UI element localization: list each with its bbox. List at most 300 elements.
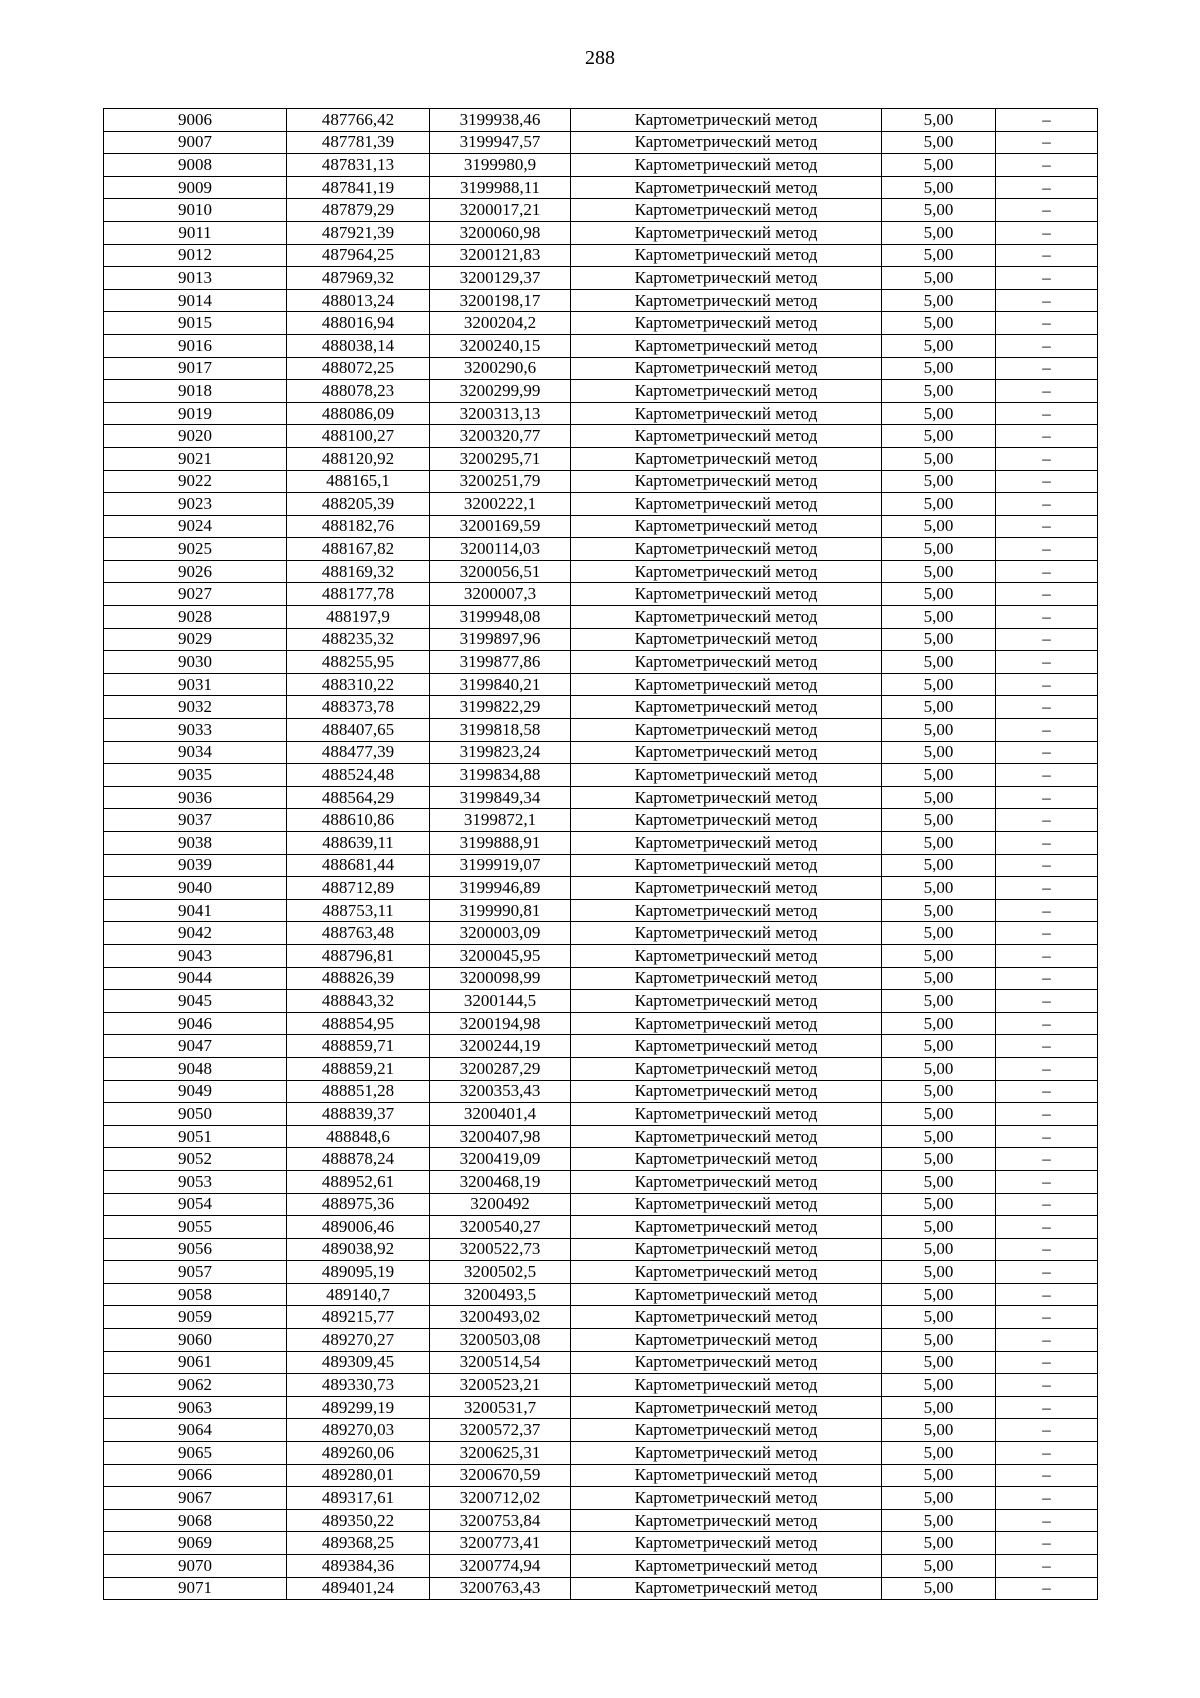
note-cell: – <box>996 131 1098 154</box>
table-row <box>104 606 1098 629</box>
accuracy-cell: 5,00 <box>882 493 996 516</box>
method-cell: Картометрический метод <box>571 1329 882 1352</box>
table-row <box>104 131 1098 154</box>
method-cell: Картометрический метод <box>571 1035 882 1058</box>
note-cell: – <box>996 1329 1098 1352</box>
table-row <box>104 267 1098 290</box>
note-cell: – <box>996 1487 1098 1510</box>
table-row <box>104 402 1098 425</box>
note-cell: – <box>996 1148 1098 1171</box>
x-coordinate-cell: 489317,61 <box>287 1487 430 1510</box>
accuracy-cell: 5,00 <box>882 1532 996 1555</box>
point-number-cell: 9010 <box>104 199 287 222</box>
point-number-cell: 9016 <box>104 334 287 357</box>
x-coordinate-cell: 487921,39 <box>287 221 430 244</box>
x-coordinate-cell: 488182,76 <box>287 515 430 538</box>
note-cell: – <box>996 741 1098 764</box>
x-coordinate-cell: 489270,03 <box>287 1419 430 1442</box>
table-row <box>104 334 1098 357</box>
accuracy-cell: 5,00 <box>882 1487 996 1510</box>
table-row <box>104 199 1098 222</box>
method-cell: Картометрический метод <box>571 1351 882 1374</box>
note-cell: – <box>996 560 1098 583</box>
table-row <box>104 1012 1098 1035</box>
y-coordinate-cell: 3200244,19 <box>430 1035 571 1058</box>
table-row <box>104 1442 1098 1465</box>
method-cell: Картометрический метод <box>571 380 882 403</box>
table-row <box>104 899 1098 922</box>
method-cell: Картометрический метод <box>571 1057 882 1080</box>
table-row <box>104 922 1098 945</box>
point-number-cell: 9034 <box>104 741 287 764</box>
method-cell: Картометрический метод <box>571 673 882 696</box>
x-coordinate-cell: 489309,45 <box>287 1351 430 1374</box>
table-row <box>104 154 1098 177</box>
note-cell: – <box>996 764 1098 787</box>
y-coordinate-cell: 3199840,21 <box>430 673 571 696</box>
page-number: 288 <box>585 47 615 69</box>
table-row <box>104 1057 1098 1080</box>
method-cell: Картометрический метод <box>571 515 882 538</box>
table-row <box>104 289 1098 312</box>
accuracy-cell: 5,00 <box>882 1442 996 1465</box>
note-cell: – <box>996 402 1098 425</box>
accuracy-cell: 5,00 <box>882 899 996 922</box>
note-cell: – <box>996 538 1098 561</box>
x-coordinate-cell: 488205,39 <box>287 493 430 516</box>
table-row <box>104 221 1098 244</box>
y-coordinate-cell: 3200468,19 <box>430 1170 571 1193</box>
table-row <box>104 425 1098 448</box>
accuracy-cell: 5,00 <box>882 402 996 425</box>
method-cell: Картометрический метод <box>571 628 882 651</box>
x-coordinate-cell: 488975,36 <box>287 1193 430 1216</box>
method-cell: Картометрический метод <box>571 1261 882 1284</box>
table-row <box>104 944 1098 967</box>
point-number-cell: 9017 <box>104 357 287 380</box>
note-cell: – <box>996 583 1098 606</box>
y-coordinate-cell: 3200290,6 <box>430 357 571 380</box>
method-cell: Картометрический метод <box>571 176 882 199</box>
table-row <box>104 1148 1098 1171</box>
x-coordinate-cell: 487766,42 <box>287 109 430 132</box>
table-row <box>104 741 1098 764</box>
x-coordinate-cell: 488610,86 <box>287 809 430 832</box>
accuracy-cell: 5,00 <box>882 154 996 177</box>
point-number-cell: 9054 <box>104 1193 287 1216</box>
method-cell: Картометрический метод <box>571 1396 882 1419</box>
note-cell: – <box>996 832 1098 855</box>
y-coordinate-cell: 3200204,2 <box>430 312 571 335</box>
point-number-cell: 9070 <box>104 1555 287 1578</box>
x-coordinate-cell: 489270,27 <box>287 1329 430 1352</box>
accuracy-cell: 5,00 <box>882 583 996 606</box>
method-cell: Картометрический метод <box>571 877 882 900</box>
x-coordinate-cell: 488848,6 <box>287 1125 430 1148</box>
note-cell: – <box>996 1577 1098 1600</box>
method-cell: Картометрический метод <box>571 1419 882 1442</box>
y-coordinate-cell: 3200419,09 <box>430 1148 571 1171</box>
table-row <box>104 719 1098 742</box>
x-coordinate-cell: 488373,78 <box>287 696 430 719</box>
method-cell: Картометрический метод <box>571 244 882 267</box>
accuracy-cell: 5,00 <box>882 334 996 357</box>
point-number-cell: 9065 <box>104 1442 287 1465</box>
table-row <box>104 877 1098 900</box>
y-coordinate-cell: 3200753,84 <box>430 1509 571 1532</box>
method-cell: Картометрический метод <box>571 357 882 380</box>
point-number-cell: 9044 <box>104 967 287 990</box>
x-coordinate-cell: 489384,36 <box>287 1555 430 1578</box>
table-row <box>104 1283 1098 1306</box>
note-cell: – <box>996 809 1098 832</box>
accuracy-cell: 5,00 <box>882 1351 996 1374</box>
table-row <box>104 1487 1098 1510</box>
y-coordinate-cell: 3200492 <box>430 1193 571 1216</box>
point-number-cell: 9031 <box>104 673 287 696</box>
y-coordinate-cell: 3199988,11 <box>430 176 571 199</box>
point-number-cell: 9035 <box>104 764 287 787</box>
method-cell: Картометрический метод <box>571 402 882 425</box>
method-cell: Картометрический метод <box>571 538 882 561</box>
point-number-cell: 9060 <box>104 1329 287 1352</box>
note-cell: – <box>996 1419 1098 1442</box>
accuracy-cell: 5,00 <box>882 719 996 742</box>
note-cell: – <box>996 628 1098 651</box>
accuracy-cell: 5,00 <box>882 764 996 787</box>
x-coordinate-cell: 487841,19 <box>287 176 430 199</box>
accuracy-cell: 5,00 <box>882 560 996 583</box>
point-number-cell: 9068 <box>104 1509 287 1532</box>
x-coordinate-cell: 488796,81 <box>287 944 430 967</box>
point-number-cell: 9036 <box>104 786 287 809</box>
accuracy-cell: 5,00 <box>882 244 996 267</box>
method-cell: Картометрический метод <box>571 1012 882 1035</box>
point-number-cell: 9027 <box>104 583 287 606</box>
x-coordinate-cell: 487964,25 <box>287 244 430 267</box>
y-coordinate-cell: 3200240,15 <box>430 334 571 357</box>
x-coordinate-cell: 488072,25 <box>287 357 430 380</box>
note-cell: – <box>996 1035 1098 1058</box>
point-number-cell: 9046 <box>104 1012 287 1035</box>
table-row <box>104 1419 1098 1442</box>
x-coordinate-cell: 488851,28 <box>287 1080 430 1103</box>
table-row <box>104 560 1098 583</box>
note-cell: – <box>996 696 1098 719</box>
method-cell: Картометрический метод <box>571 1532 882 1555</box>
method-cell: Картометрический метод <box>571 289 882 312</box>
table-row <box>104 1396 1098 1419</box>
note-cell: – <box>996 1170 1098 1193</box>
x-coordinate-cell: 488681,44 <box>287 854 430 877</box>
point-number-cell: 9023 <box>104 493 287 516</box>
point-number-cell: 9045 <box>104 990 287 1013</box>
table-row <box>104 1374 1098 1397</box>
note-cell: – <box>996 244 1098 267</box>
table-row <box>104 1125 1098 1148</box>
method-cell: Картометрический метод <box>571 493 882 516</box>
y-coordinate-cell: 3200299,99 <box>430 380 571 403</box>
table-row <box>104 583 1098 606</box>
note-cell: – <box>996 922 1098 945</box>
point-number-cell: 9043 <box>104 944 287 967</box>
accuracy-cell: 5,00 <box>882 109 996 132</box>
y-coordinate-cell: 3200056,51 <box>430 560 571 583</box>
y-coordinate-cell: 3199888,91 <box>430 832 571 855</box>
point-number-cell: 9037 <box>104 809 287 832</box>
accuracy-cell: 5,00 <box>882 628 996 651</box>
x-coordinate-cell: 487969,32 <box>287 267 430 290</box>
accuracy-cell: 5,00 <box>882 1329 996 1352</box>
accuracy-cell: 5,00 <box>882 1261 996 1284</box>
x-coordinate-cell: 489330,73 <box>287 1374 430 1397</box>
x-coordinate-cell: 489401,24 <box>287 1577 430 1600</box>
point-number-cell: 9024 <box>104 515 287 538</box>
y-coordinate-cell: 3200295,71 <box>430 447 571 470</box>
method-cell: Картометрический метод <box>571 1283 882 1306</box>
y-coordinate-cell: 3200098,99 <box>430 967 571 990</box>
note-cell: – <box>996 470 1098 493</box>
point-number-cell: 9018 <box>104 380 287 403</box>
y-coordinate-cell: 3199823,24 <box>430 741 571 764</box>
accuracy-cell: 5,00 <box>882 425 996 448</box>
note-cell: – <box>996 1103 1098 1126</box>
table-row <box>104 312 1098 335</box>
accuracy-cell: 5,00 <box>882 1103 996 1126</box>
y-coordinate-cell: 3199938,46 <box>430 109 571 132</box>
x-coordinate-cell: 488477,39 <box>287 741 430 764</box>
method-cell: Картометрический метод <box>571 425 882 448</box>
y-coordinate-cell: 3200531,7 <box>430 1396 571 1419</box>
y-coordinate-cell: 3199822,29 <box>430 696 571 719</box>
table-row <box>104 1103 1098 1126</box>
method-cell: Картометрический метод <box>571 334 882 357</box>
table-row <box>104 1216 1098 1239</box>
accuracy-cell: 5,00 <box>882 1216 996 1239</box>
point-number-cell: 9057 <box>104 1261 287 1284</box>
note-cell: – <box>996 786 1098 809</box>
point-number-cell: 9061 <box>104 1351 287 1374</box>
x-coordinate-cell: 487879,29 <box>287 199 430 222</box>
y-coordinate-cell: 3200144,5 <box>430 990 571 1013</box>
method-cell: Картометрический метод <box>571 1464 882 1487</box>
point-number-cell: 9048 <box>104 1057 287 1080</box>
x-coordinate-cell: 488859,71 <box>287 1035 430 1058</box>
accuracy-cell: 5,00 <box>882 1396 996 1419</box>
note-cell: – <box>996 425 1098 448</box>
point-number-cell: 9071 <box>104 1577 287 1600</box>
method-cell: Картометрический метод <box>571 1148 882 1171</box>
note-cell: – <box>996 1193 1098 1216</box>
point-number-cell: 9039 <box>104 854 287 877</box>
x-coordinate-cell: 489006,46 <box>287 1216 430 1239</box>
note-cell: – <box>996 1464 1098 1487</box>
table-row <box>104 1035 1098 1058</box>
method-cell: Картометрический метод <box>571 809 882 832</box>
table-row <box>104 1464 1098 1487</box>
accuracy-cell: 5,00 <box>882 357 996 380</box>
note-cell: – <box>996 447 1098 470</box>
point-number-cell: 9069 <box>104 1532 287 1555</box>
method-cell: Картометрический метод <box>571 1555 882 1578</box>
point-number-cell: 9030 <box>104 651 287 674</box>
accuracy-cell: 5,00 <box>882 515 996 538</box>
y-coordinate-cell: 3200503,08 <box>430 1329 571 1352</box>
point-number-cell: 9066 <box>104 1464 287 1487</box>
method-cell: Картометрический метод <box>571 470 882 493</box>
accuracy-cell: 5,00 <box>882 673 996 696</box>
note-cell: – <box>996 334 1098 357</box>
note-cell: – <box>996 1306 1098 1329</box>
note-cell: – <box>996 1555 1098 1578</box>
table-row <box>104 515 1098 538</box>
y-coordinate-cell: 3200401,4 <box>430 1103 571 1126</box>
table-row <box>104 651 1098 674</box>
method-cell: Картометрический метод <box>571 764 882 787</box>
point-number-cell: 9052 <box>104 1148 287 1171</box>
y-coordinate-cell: 3200114,03 <box>430 538 571 561</box>
table-row <box>104 967 1098 990</box>
accuracy-cell: 5,00 <box>882 1193 996 1216</box>
note-cell: – <box>996 357 1098 380</box>
point-number-cell: 9064 <box>104 1419 287 1442</box>
point-number-cell: 9042 <box>104 922 287 945</box>
point-number-cell: 9053 <box>104 1170 287 1193</box>
note-cell: – <box>996 154 1098 177</box>
note-cell: – <box>996 1374 1098 1397</box>
accuracy-cell: 5,00 <box>882 312 996 335</box>
table-row <box>104 764 1098 787</box>
table-row <box>104 1170 1098 1193</box>
accuracy-cell: 5,00 <box>882 176 996 199</box>
y-coordinate-cell: 3200572,37 <box>430 1419 571 1442</box>
y-coordinate-cell: 3199877,86 <box>430 651 571 674</box>
y-coordinate-cell: 3200407,98 <box>430 1125 571 1148</box>
y-coordinate-cell: 3199980,9 <box>430 154 571 177</box>
method-cell: Картометрический метод <box>571 199 882 222</box>
note-cell: – <box>996 1283 1098 1306</box>
x-coordinate-cell: 488854,95 <box>287 1012 430 1035</box>
method-cell: Картометрический метод <box>571 560 882 583</box>
x-coordinate-cell: 488235,32 <box>287 628 430 651</box>
point-number-cell: 9008 <box>104 154 287 177</box>
method-cell: Картометрический метод <box>571 109 882 132</box>
point-number-cell: 9056 <box>104 1238 287 1261</box>
note-cell: – <box>996 899 1098 922</box>
y-coordinate-cell: 3200514,54 <box>430 1351 571 1374</box>
accuracy-cell: 5,00 <box>882 1464 996 1487</box>
y-coordinate-cell: 3200540,27 <box>430 1216 571 1239</box>
y-coordinate-cell: 3199834,88 <box>430 764 571 787</box>
note-cell: – <box>996 267 1098 290</box>
note-cell: – <box>996 289 1098 312</box>
table-row <box>104 176 1098 199</box>
y-coordinate-cell: 3200194,98 <box>430 1012 571 1035</box>
y-coordinate-cell: 3200670,59 <box>430 1464 571 1487</box>
coordinates-table <box>103 108 1098 1600</box>
y-coordinate-cell: 3200313,13 <box>430 402 571 425</box>
x-coordinate-cell: 488169,32 <box>287 560 430 583</box>
point-number-cell: 9063 <box>104 1396 287 1419</box>
x-coordinate-cell: 487831,13 <box>287 154 430 177</box>
y-coordinate-cell: 3200773,41 <box>430 1532 571 1555</box>
point-number-cell: 9021 <box>104 447 287 470</box>
note-cell: – <box>996 1532 1098 1555</box>
table-row <box>104 244 1098 267</box>
method-cell: Картометрический метод <box>571 1487 882 1510</box>
method-cell: Картометрический метод <box>571 1125 882 1148</box>
x-coordinate-cell: 488826,39 <box>287 967 430 990</box>
accuracy-cell: 5,00 <box>882 1148 996 1171</box>
y-coordinate-cell: 3200493,02 <box>430 1306 571 1329</box>
y-coordinate-cell: 3200287,29 <box>430 1057 571 1080</box>
method-cell: Картометрический метод <box>571 221 882 244</box>
note-cell: – <box>996 380 1098 403</box>
method-cell: Картометрический метод <box>571 719 882 742</box>
point-number-cell: 9028 <box>104 606 287 629</box>
method-cell: Картометрический метод <box>571 786 882 809</box>
accuracy-cell: 5,00 <box>882 380 996 403</box>
x-coordinate-cell: 489280,01 <box>287 1464 430 1487</box>
table-row <box>104 1306 1098 1329</box>
point-number-cell: 9040 <box>104 877 287 900</box>
point-number-cell: 9062 <box>104 1374 287 1397</box>
y-coordinate-cell: 3200502,5 <box>430 1261 571 1284</box>
method-cell: Картометрический метод <box>571 899 882 922</box>
table-row <box>104 1193 1098 1216</box>
x-coordinate-cell: 488712,89 <box>287 877 430 900</box>
point-number-cell: 9020 <box>104 425 287 448</box>
accuracy-cell: 5,00 <box>882 1374 996 1397</box>
accuracy-cell: 5,00 <box>882 606 996 629</box>
y-coordinate-cell: 3199849,34 <box>430 786 571 809</box>
y-coordinate-cell: 3199990,81 <box>430 899 571 922</box>
accuracy-cell: 5,00 <box>882 990 996 1013</box>
x-coordinate-cell: 488197,9 <box>287 606 430 629</box>
y-coordinate-cell: 3200045,95 <box>430 944 571 967</box>
y-coordinate-cell: 3200763,43 <box>430 1577 571 1600</box>
note-cell: – <box>996 1216 1098 1239</box>
coordinates-table-body <box>104 109 1098 1600</box>
method-cell: Картометрический метод <box>571 1170 882 1193</box>
point-number-cell: 9067 <box>104 1487 287 1510</box>
accuracy-cell: 5,00 <box>882 651 996 674</box>
note-cell: – <box>996 199 1098 222</box>
point-number-cell: 9019 <box>104 402 287 425</box>
x-coordinate-cell: 488016,94 <box>287 312 430 335</box>
point-number-cell: 9032 <box>104 696 287 719</box>
note-cell: – <box>996 967 1098 990</box>
method-cell: Картометрический метод <box>571 832 882 855</box>
note-cell: – <box>996 109 1098 132</box>
accuracy-cell: 5,00 <box>882 1577 996 1600</box>
x-coordinate-cell: 488639,11 <box>287 832 430 855</box>
accuracy-cell: 5,00 <box>882 786 996 809</box>
y-coordinate-cell: 3200222,1 <box>430 493 571 516</box>
accuracy-cell: 5,00 <box>882 1035 996 1058</box>
x-coordinate-cell: 488839,37 <box>287 1103 430 1126</box>
table-row <box>104 493 1098 516</box>
point-number-cell: 9047 <box>104 1035 287 1058</box>
x-coordinate-cell: 488753,11 <box>287 899 430 922</box>
method-cell: Картометрический метод <box>571 583 882 606</box>
method-cell: Картометрический метод <box>571 312 882 335</box>
note-cell: – <box>996 176 1098 199</box>
point-number-cell: 9033 <box>104 719 287 742</box>
point-number-cell: 9049 <box>104 1080 287 1103</box>
y-coordinate-cell: 3200007,3 <box>430 583 571 606</box>
table-row <box>104 447 1098 470</box>
